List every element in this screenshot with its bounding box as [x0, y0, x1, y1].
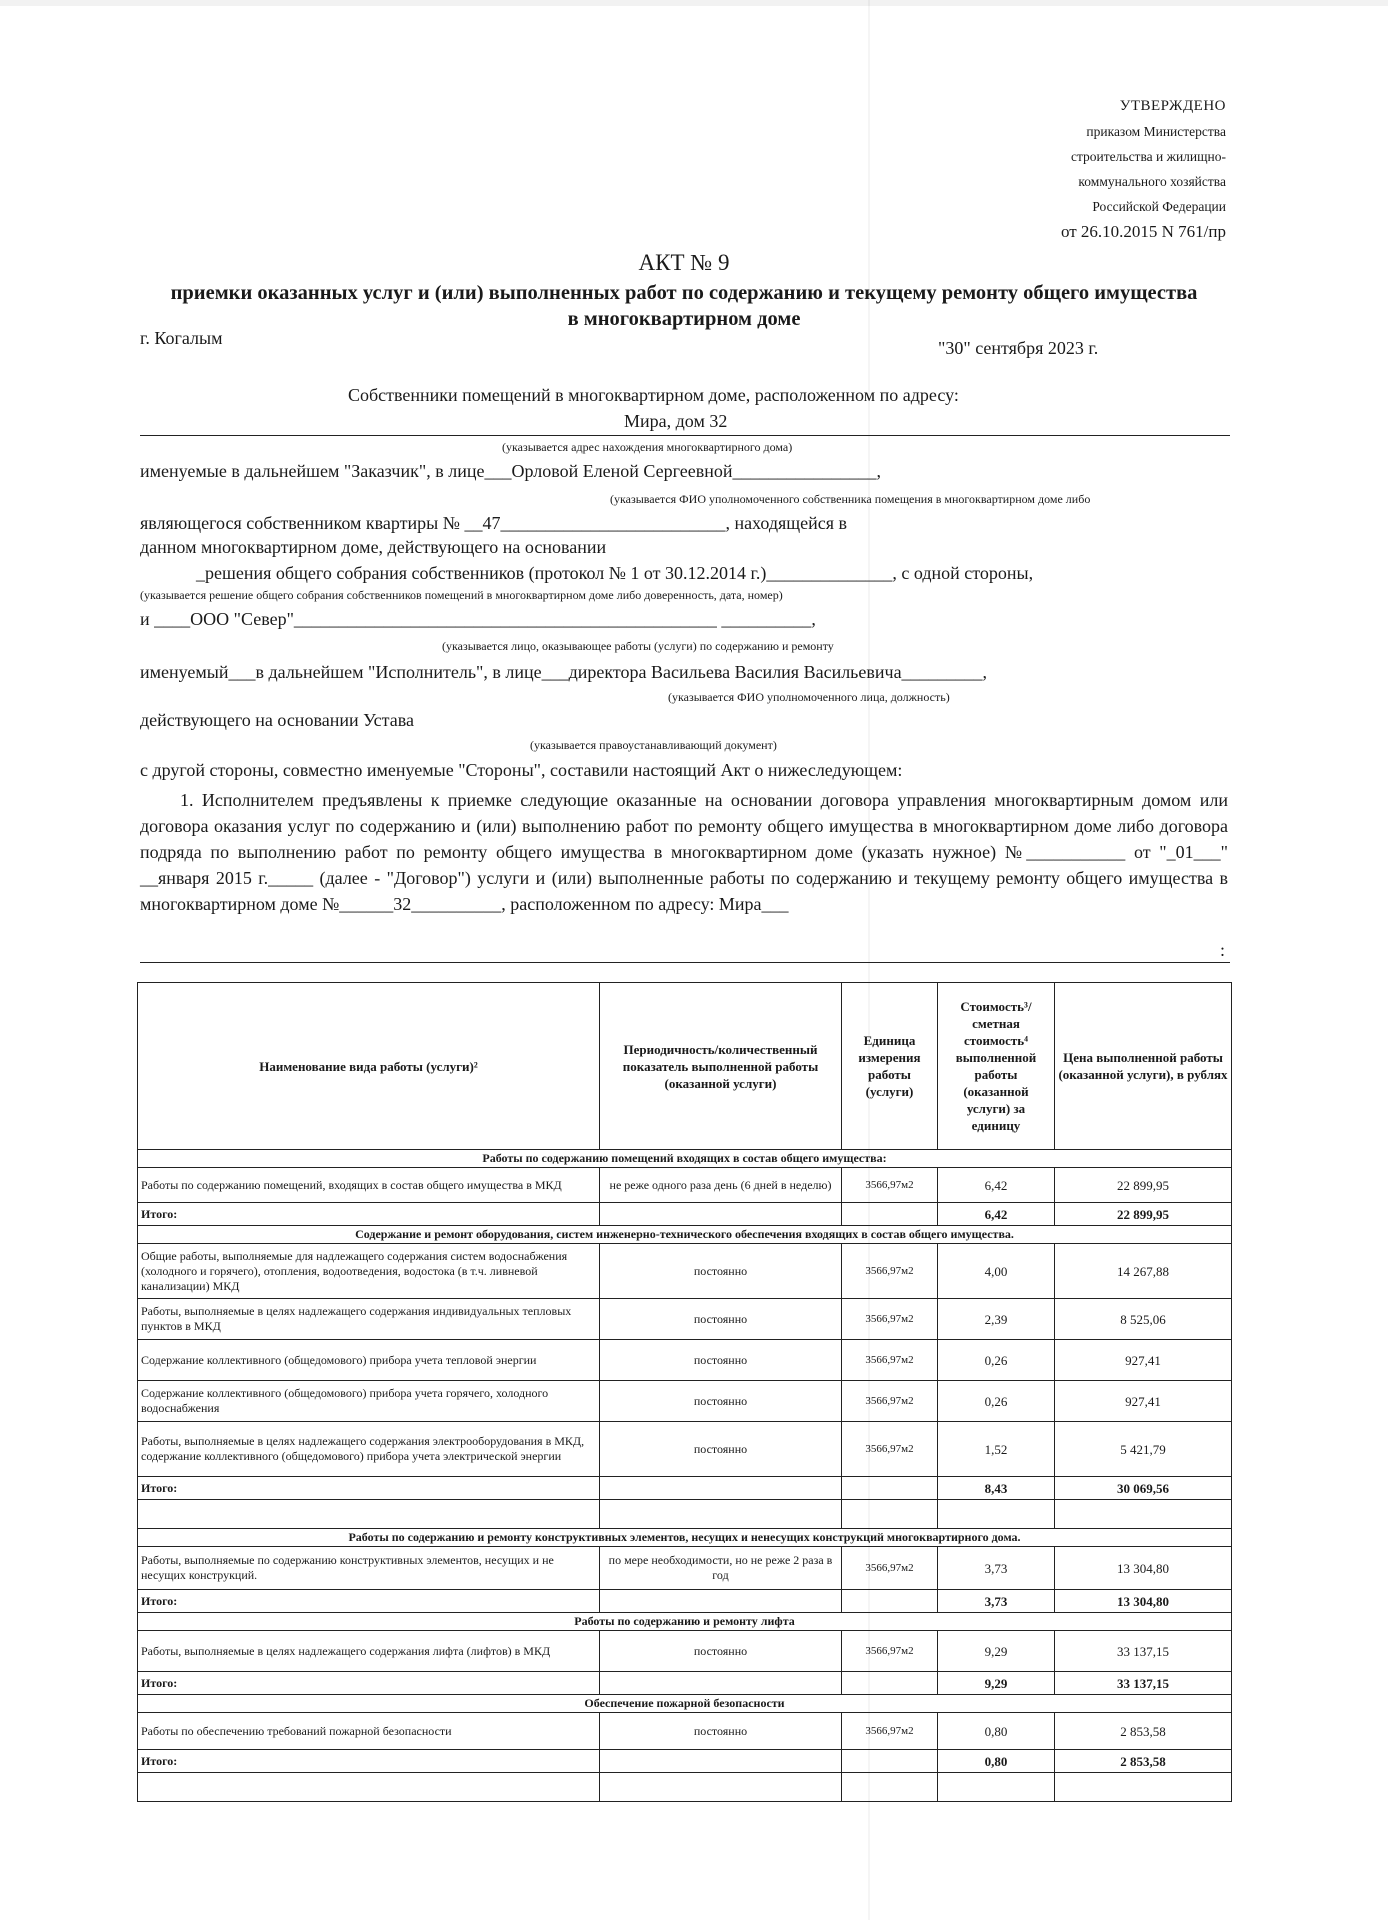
- price-cell: 2 853,58: [1055, 1713, 1232, 1750]
- empty-cell: [842, 1750, 938, 1773]
- table-row: [138, 1340, 1232, 1381]
- empty-cell: [842, 1203, 938, 1226]
- customer-hint: (указывается ФИО уполномоченного собственника помещения в многоквартирном доме либо: [610, 492, 1091, 506]
- empty-cell: [600, 1477, 842, 1500]
- header-unit-cost: Стоимость³/сметная стоимость⁴ выполненной работы (оказанной услуги) за единицу: [938, 983, 1055, 1150]
- scan-edge: [0, 0, 1388, 6]
- header-total-price: Цена выполненной работы (оказанной услуги), в рублях: [1055, 983, 1232, 1150]
- price-cell: 8 525,06: [1055, 1299, 1232, 1340]
- spacer-cell: [600, 1500, 842, 1529]
- unit-cell: 3566,97м2: [842, 1299, 938, 1340]
- header-unit: Единица измерения работы (услуги): [842, 983, 938, 1150]
- work-name-cell: Работы по обеспечению требований пожарной безопасности: [138, 1713, 600, 1750]
- trailing-empty-row: [138, 1773, 1232, 1802]
- empty-cell: [138, 1773, 600, 1802]
- periodicity-cell: постоянно: [600, 1381, 842, 1422]
- price-cell: 927,41: [1055, 1381, 1232, 1422]
- basis-line: данном многоквартирном доме, действующего на основании: [140, 537, 607, 557]
- periodicity-cell: постоянно: [600, 1340, 842, 1381]
- agreement-line: с другой стороны, совместно именуемые "Стороны", составили настоящий Акт о нижеследующем:: [140, 760, 903, 780]
- empty-cell: [1055, 1773, 1232, 1802]
- total-label-cell: Итого:: [138, 1590, 600, 1613]
- clause-1-text: 1. Исполнителем предъявлены к приемке следующие оказанные на основании договора управления многоквартирным домом или договора оказания услуг по содержанию и (или) выполнению работ по ремонту общего имущества в многоквартирном доме либо договора подряда по выполнению работ по ремонту общего имущества в многоквартирном доме (указать нужное) №___________ от "_01___" __января 2015 г._____ (далее - "Договор") услуги и (или) выполненные работы по содержанию и текущему ремонту общего имущества в многоквартирном доме №______32__________, расположенном по адресу: Мира___: [140, 790, 1228, 914]
- total-label-cell: Итого:: [138, 1477, 600, 1500]
- periodicity-cell: постоянно: [600, 1422, 842, 1477]
- work-name-cell: Работы по содержанию помещений, входящих в состав общего имущества в МКД: [138, 1168, 600, 1203]
- approval-line-3: коммунального хозяйства: [1078, 174, 1226, 189]
- unit-cost-cell: 3,73: [938, 1547, 1055, 1590]
- act-subtitle-1: приемки оказанных услуг и (или) выполненных работ по содержанию и текущему ремонту общего имущества: [170, 282, 1198, 304]
- total-label-cell: Итого:: [138, 1750, 600, 1773]
- empty-cell: [842, 1773, 938, 1802]
- total-cost-cell: 0,80: [938, 1750, 1055, 1773]
- unit-cell: 3566,97м2: [842, 1631, 938, 1672]
- periodicity-cell: постоянно: [600, 1713, 842, 1750]
- section-header-row: [138, 1150, 1232, 1168]
- unit-cost-cell: 0,80: [938, 1713, 1055, 1750]
- work-name-cell: Работы, выполняемые в целях надлежащего содержания лифта (лифтов) в МКД: [138, 1631, 600, 1672]
- section-title: Обеспечение пожарной безопасности: [138, 1695, 1232, 1713]
- price-cell: 33 137,15: [1055, 1631, 1232, 1672]
- total-price-cell: 2 853,58: [1055, 1750, 1232, 1773]
- act-title: АКТ № 9: [638, 250, 730, 275]
- unit-cost-cell: 1,52: [938, 1422, 1055, 1477]
- table-row: [138, 1422, 1232, 1477]
- spacer-cell: [1055, 1500, 1232, 1529]
- clause-1: [140, 787, 1228, 917]
- clause-1-underline: [140, 962, 1230, 963]
- total-label-cell: Итого:: [138, 1203, 600, 1226]
- section-header-row: [138, 1226, 1232, 1244]
- periodicity-cell: постоянно: [600, 1244, 842, 1299]
- spacer-cell: [842, 1500, 938, 1529]
- price-cell: 22 899,95: [1055, 1168, 1232, 1203]
- approval-title: УТВЕРЖДЕНО: [1119, 98, 1226, 114]
- empty-cell: [600, 1672, 842, 1695]
- work-name-cell: Работы, выполняемые в целях надлежащего содержания электрооборудования в МКД, содержание коллективного (общедомового) прибора учета электрической энергии: [138, 1422, 600, 1477]
- unit-cell: 3566,97м2: [842, 1244, 938, 1299]
- section-header-row: [138, 1529, 1232, 1547]
- customer-line: именуемые в дальнейшем "Заказчик", в лице___Орловой Еленой Сергеевной________________,: [140, 461, 882, 481]
- unit-cost-cell: 9,29: [938, 1631, 1055, 1672]
- periodicity-cell: не реже одного раза день (6 дней в неделю): [600, 1168, 842, 1203]
- executor-line: именуемый___в дальнейшем "Исполнитель", в лице___директора Васильева Василия Васильевича_________,: [140, 662, 988, 682]
- total-cost-cell: 6,42: [938, 1203, 1055, 1226]
- total-price-cell: 13 304,80: [1055, 1590, 1232, 1613]
- work-name-cell: Общие работы, выполняемые для надлежащего содержания систем водоснабжения (холодного и горячего), отопления, водоотведения, водостока (в т.ч. ливневой канализации) МКД: [138, 1244, 600, 1299]
- spacer-cell: [138, 1500, 600, 1529]
- empty-cell: [842, 1477, 938, 1500]
- section-title: Работы по содержанию и ремонту лифта: [138, 1613, 1232, 1631]
- empty-cell: [842, 1672, 938, 1695]
- total-cost-cell: 8,43: [938, 1477, 1055, 1500]
- owners-line: Собственники помещений в многоквартирном доме, расположенном по адресу:: [348, 385, 959, 405]
- act-subtitle-2: в многоквартирном доме: [567, 308, 801, 330]
- unit-cell: 3566,97м2: [842, 1381, 938, 1422]
- header-periodicity: Периодичность/количественный показатель выполненной работы (оказанной услуги): [600, 983, 842, 1150]
- table-row: [138, 1713, 1232, 1750]
- approval-line-4: Российской Федерации: [1092, 199, 1226, 214]
- unit-cost-cell: 4,00: [938, 1244, 1055, 1299]
- price-cell: 14 267,88: [1055, 1244, 1232, 1299]
- header-work-name: Наименование вида работы (услуги)²: [138, 983, 600, 1150]
- unit-cell: 3566,97м2: [842, 1422, 938, 1477]
- work-name-cell: Работы, выполняемые в целях надлежащего содержания индивидуальных тепловых пунктов в МКД: [138, 1299, 600, 1340]
- approval-date: от 26.10.2015 N 761/пр: [1060, 222, 1226, 241]
- section-title: Работы по содержанию и ремонту конструктивных элементов, несущих и ненесущих конструкций многоквартирного дома.: [138, 1529, 1232, 1547]
- empty-cell: [600, 1750, 842, 1773]
- table-row: [138, 1168, 1232, 1203]
- unit-cell: 3566,97м2: [842, 1547, 938, 1590]
- total-price-cell: 33 137,15: [1055, 1672, 1232, 1695]
- house-address: Мира, дом 32: [624, 411, 728, 431]
- executor-hint: (указывается ФИО уполномоченного лица, должность): [668, 690, 950, 704]
- table-row: [138, 1547, 1232, 1590]
- section-title: Содержание и ремонт оборудования, систем инженерно-технического обеспечения входящих в состав общего имущества.: [138, 1226, 1232, 1244]
- total-row: [138, 1477, 1232, 1500]
- works-table: [137, 982, 1232, 1802]
- empty-cell: [842, 1590, 938, 1613]
- section-header-row: [138, 1695, 1232, 1713]
- total-cost-cell: 3,73: [938, 1590, 1055, 1613]
- address-hint: (указывается адрес нахождения многоквартирного дома): [502, 440, 793, 454]
- total-price-cell: 22 899,95: [1055, 1203, 1232, 1226]
- spacer-cell: [938, 1500, 1055, 1529]
- unit-cost-cell: 2,39: [938, 1299, 1055, 1340]
- work-name-cell: Работы, выполняемые по содержанию конструктивных элементов, несущих и не несущих конструкций.: [138, 1547, 600, 1590]
- price-cell: 13 304,80: [1055, 1547, 1232, 1590]
- price-cell: 5 421,79: [1055, 1422, 1232, 1477]
- charter-line: действующего на основании Устава: [140, 710, 414, 730]
- empty-cell: [600, 1203, 842, 1226]
- act-city: г. Когалым: [140, 328, 223, 348]
- unit-cost-cell: 0,26: [938, 1381, 1055, 1422]
- empty-cell: [600, 1773, 842, 1802]
- table-row: [138, 1381, 1232, 1422]
- total-price-cell: 30 069,56: [1055, 1477, 1232, 1500]
- decision-hint: (указывается решение общего собрания собственников помещений в многоквартирном доме либо доверенность, дата, номер): [140, 588, 783, 602]
- unit-cost-cell: 6,42: [938, 1168, 1055, 1203]
- approval-line-2: строительства и жилищно-: [1071, 149, 1226, 164]
- decision-line: _решения общего собрания собственников (протокол № 1 от 30.12.2014 г.)______________, с одной стороны,: [196, 563, 1034, 583]
- table-row: [138, 1244, 1232, 1299]
- table-row: [138, 1631, 1232, 1672]
- table-row: [138, 1299, 1232, 1340]
- total-row: [138, 1672, 1232, 1695]
- work-name-cell: Содержание коллективного (общедомового) прибора учета тепловой энергии: [138, 1340, 600, 1381]
- unit-cell: 3566,97м2: [842, 1713, 938, 1750]
- approval-line-1: приказом Министерства: [1086, 124, 1226, 139]
- unit-cell: 3566,97м2: [842, 1168, 938, 1203]
- contractor-line: и ____ООО "Север"_______________________________________________ __________,: [140, 609, 816, 629]
- charter-hint: (указывается правоустанавливающий документ): [530, 738, 777, 752]
- unit-cell: 3566,97м2: [842, 1340, 938, 1381]
- clause-1-colon: :: [1220, 940, 1226, 960]
- table-header-row: [138, 983, 1232, 1150]
- periodicity-cell: по мере необходимости, но не реже 2 раза в год: [600, 1547, 842, 1590]
- act-date: "30" сентября 2023 г.: [938, 338, 1099, 358]
- spacer-row: [138, 1500, 1232, 1529]
- total-row: [138, 1750, 1232, 1773]
- section-title: Работы по содержанию помещений входящих в состав общего имущества:: [138, 1150, 1232, 1168]
- empty-cell: [938, 1773, 1055, 1802]
- total-label-cell: Итого:: [138, 1672, 600, 1695]
- empty-cell: [600, 1590, 842, 1613]
- unit-cost-cell: 0,26: [938, 1340, 1055, 1381]
- works-table-body: [138, 1150, 1232, 1802]
- owner-apartment-line: являющегося собственником квартиры № __47_________________________, находящейся в: [140, 513, 848, 533]
- total-cost-cell: 9,29: [938, 1672, 1055, 1695]
- total-row: [138, 1590, 1232, 1613]
- approval-block: [1061, 94, 1226, 244]
- price-cell: 927,41: [1055, 1340, 1232, 1381]
- section-header-row: [138, 1613, 1232, 1631]
- periodicity-cell: постоянно: [600, 1631, 842, 1672]
- total-row: [138, 1203, 1232, 1226]
- contractor-hint: (указывается лицо, оказывающее работы (услуги) по содержанию и ремонту: [442, 639, 834, 653]
- periodicity-cell: постоянно: [600, 1299, 842, 1340]
- address-underline: [140, 435, 1230, 436]
- work-name-cell: Содержание коллективного (общедомового) прибора учета горячего, холодного водоснабжения: [138, 1381, 600, 1422]
